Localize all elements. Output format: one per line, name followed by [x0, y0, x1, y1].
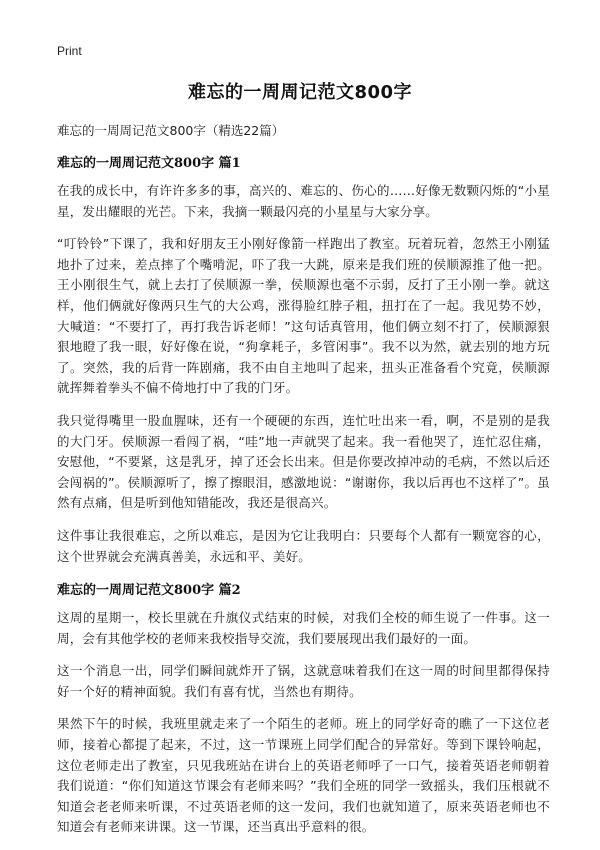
article-content [57, 144, 550, 850]
paragraph: 我只觉得嘴里一股血腥味，还有一个硬硬的东西，连忙吐出来一看，啊，不是别的是我的大门牙。侯顺源一看闯了祸，“哇”地一声就哭了起来。我一看他哭了，连忙忍住痛，安慰他，“不要紧，这是乳牙，掉了还会长出来。但是你要改掉冲动的毛病，不然以后还会闯祸的”。侯顺源听了，擦了擦眼泪，感激地说：“谢谢你，我以后再也不这样了”。虽然有点痛，但是听到他知错能改，我还是很高兴。 [57, 412, 550, 511]
paragraph: 这件事让我很难忘，之所以难忘，是因为它让我明白：只要每个人都有一颗宽容的心，这个世界就会充满真善美，永远和平、美好。 [57, 527, 550, 564]
section-heading: 难忘的一周周记范文800字 篇2 [57, 583, 241, 599]
page-title: 难忘的一周周记范文800字 [187, 82, 413, 103]
paragraph: 这一个消息一出，同学们瞬间就炸开了锅，这就意味着我们在这一周的时间里都得保持好一个好的精神面貌。我们有喜有忧，当然也有期待。 [57, 663, 550, 699]
page-subtitle: 难忘的一周周记范文800字（精选22篇） [57, 123, 285, 138]
print-link[interactable]: Print [57, 44, 82, 58]
article-section [57, 579, 550, 838]
paragraph: “叮铃铃”下课了，我和好朋友王小刚好像箭一样跑出了教室。玩着玩着，忽然王小刚猛地扑了过来，差点摔了个嘴啃泥，吓了我一大跳，原来是我们班的侯顺源推了他一把。王小刚很生气，就上去打了侯顺源一拳，侯顺源也毫不示弱，反打了王小刚一拳。就这样，他们俩就好像两只生气的大公鸡，涨得脸红脖子粗，扭打在了一起。我见势不妙，大喊道：“不要打了，再打我告诉老师！”这句话真管用，他们俩立刻不打了，侯顺源狠狠地瞪了我一眼，好好像在说，“狗拿耗子，多管闲事”。我不以为然，就去别的地方玩了。突然，我的后背一阵剧痛，我不由自主地叫了起来，扭头正准备看个究竟，侯顺源就挥舞着拳头不偏不倚地打中了我的门牙。 [57, 236, 550, 396]
article-section [57, 152, 550, 567]
paragraph: 果然下午的时候，我班里就走来了一个陌生的老师。班上的同学好奇的瞧了一下这位老师，接着心都提了起来，不过，这一节课班上同学们配合的异常好。等到下课铃响起，这位老师走出了教室，只见我班站在讲台上的英语老师呼了一口气，接着英语老师朝着我们说道：“你们知道这节课会有老师来吗？”我们全班的同学一致摇头，我们压根就不知道会老老师来听课，不过英语老师的这一发问，我们也就知道了，原来英语老师也不知道会有老师来讲课。这一节课，还当真出乎意料的很。 [57, 716, 550, 835]
section-heading: 难忘的一周周记范文800字 篇1 [57, 156, 241, 171]
paragraph: 这周的星期一，校长里就在升旗仪式结束的时候，对我们全校的师生说了一件事。这一周，会有其他学校的老师来我校指导交流，我们要展现出我们最好的一面。 [57, 610, 550, 646]
paragraph: 在我的成长中，有许许多多的事，高兴的、难忘的、伤心的……好像无数颗闪烁的“小星星，发出耀眼的光芒。下来，我摘一颗最闪亮的小星星与大家分享。 [57, 183, 550, 219]
